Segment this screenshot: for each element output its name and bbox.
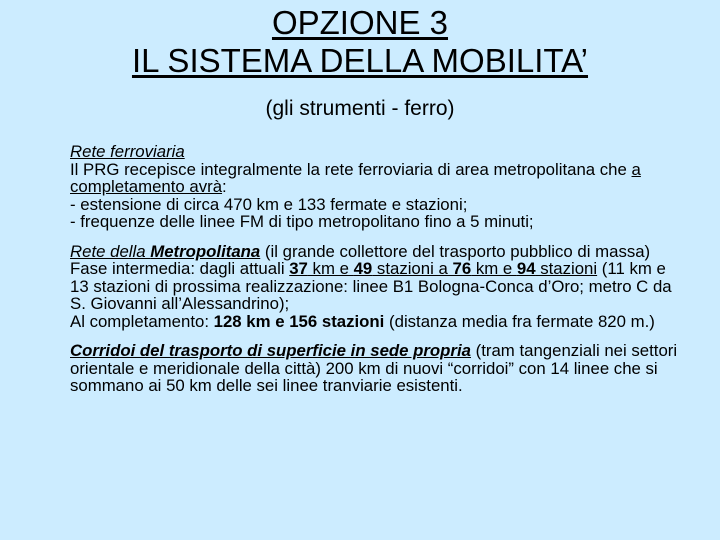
section3-text <box>70 342 686 395</box>
title-line-1: OPZIONE 3 <box>271 4 449 41</box>
slide-subtitle: (gli strumenti - ferro) <box>265 97 455 120</box>
section2-bold-figures: 128 km e 156 stazioni <box>213 311 385 331</box>
section3-rest: (tram tangenziali nei settori orientale e meridionale della città) 200 km di nuovi “corridoi” con 14 linee che si sommano ai 50 km delle sei linee tranviarie esistenti. <box>70 341 678 395</box>
section3-heading: Corridoi del trasporto di superficie in sede propria <box>70 341 471 360</box>
section2-line2: Al completamento: 128 km e 156 stazioni (distanza media fra fermate 820 m.) <box>70 311 655 331</box>
title-line-2: IL SISTEMA DELLA MOBILITA’ <box>131 42 589 79</box>
section-corridoi <box>70 342 686 395</box>
slide-body <box>70 143 686 407</box>
section-rete-ferroviaria <box>70 143 686 231</box>
section2-underlined-figures: 37 km e 49 stazioni a 76 km e 94 stazioni <box>289 259 598 278</box>
section-metropolitana <box>70 243 686 331</box>
section2-heading-line <box>70 243 686 261</box>
section2-heading-rest: (il grande collettore del trasporto pubblico di massa) <box>260 241 651 261</box>
section1-underlined: a completamento avrà <box>70 159 641 196</box>
section1-heading: Rete ferroviaria <box>70 142 185 161</box>
section2-heading-b: Metropolitana <box>150 241 261 261</box>
section2-line1: Fase intermedia: dagli attuali 37 km e 49 stazioni a 76 km e 94 stazioni (11 km e 13 stazioni di prossima realizzazione: linee B1 Bologna-Conca d’Oro; metro C da S. Giovanni all’Alessandrino); <box>70 259 672 313</box>
slide-title <box>0 4 720 80</box>
section1-line1: Il PRG recepisce integralmente la rete ferroviaria di area metropolitana che a completamento avrà: <box>70 159 641 196</box>
section1-line2: - estensione di circa 470 km e 133 fermate e stazioni; <box>70 194 468 214</box>
section2-heading-a: Rete della <box>70 241 151 261</box>
section1-line3: - frequenze delle linee FM di tipo metropolitano fino a 5 minuti; <box>70 212 534 231</box>
